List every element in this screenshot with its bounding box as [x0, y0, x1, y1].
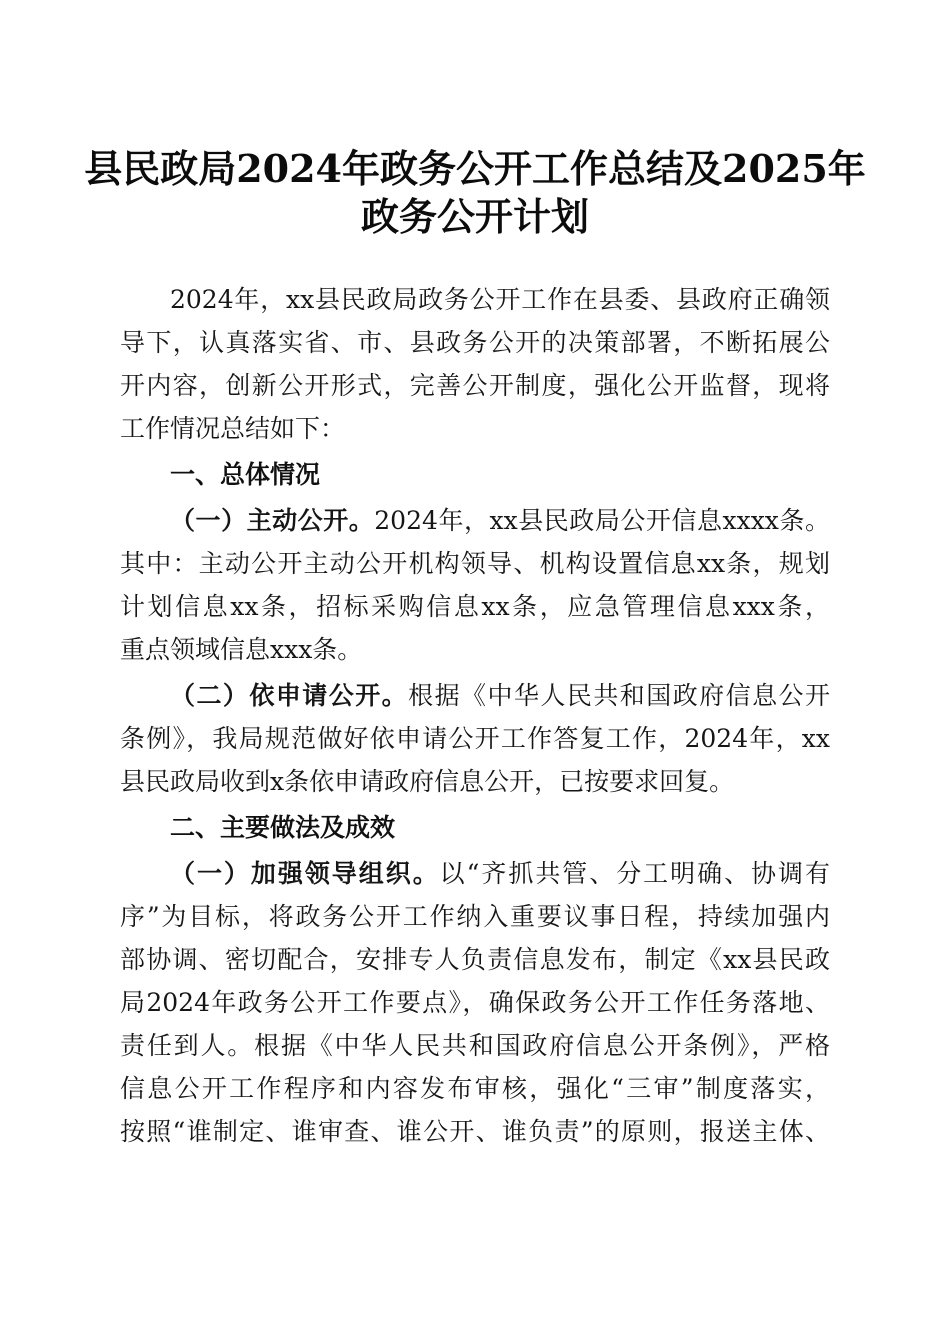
paragraph-line [170, 681, 830, 711]
paragraph-line [170, 506, 830, 536]
paragraph-line [170, 859, 830, 889]
paragraph-line: 其中：主动公开主动公开机构领导、机构设置信息xx条，规划 [120, 549, 830, 578]
paragraph-text: 根据《中华人民共和国政府信息公开 [408, 681, 830, 710]
subsection-lead: （一）主动公开。 [170, 506, 375, 535]
paragraph-line: 县民政局收到x条依申请政府信息公开，已按要求回复。 [120, 767, 735, 796]
paragraph-line: 计划信息xx条，招标采购信息xx条，应急管理信息xxx条， [120, 592, 830, 621]
paragraph-line: 信息公开工作程序和内容发布审核，强化“三审”制度落实， [120, 1074, 830, 1103]
paragraph-text: 以“齐抓共管、分工明确、协调有 [439, 859, 830, 888]
document-title-line-2: 政务公开计划 [360, 194, 589, 239]
section-heading-overall: 一、总体情况 [170, 460, 321, 489]
paragraph-line: 重点领域信息xxx条。 [120, 635, 363, 664]
subsection-lead: （一）加强领导组织。 [170, 859, 440, 888]
intro-line: 开内容，创新公开形式，完善公开制度，强化公开监督，现将 [120, 371, 830, 400]
section-heading-practices: 二、主要做法及成效 [170, 813, 396, 842]
paragraph-text: 2024年，xx县民政局公开信息xxxx条。 [374, 506, 830, 535]
paragraph-line: 按照“谁制定、谁审查、谁公开、谁负责”的原则，报送主体、 [120, 1117, 830, 1146]
paragraph-line: 局2024年政务公开工作要点》，确保政务公开工作任务落地、 [120, 988, 830, 1017]
subsection-lead: （二）依申请公开。 [170, 681, 409, 710]
paragraph-line: 序”为目标，将政务公开工作纳入重要议事日程，持续加强内 [120, 902, 830, 931]
intro-line: 工作情况总结如下： [120, 414, 346, 443]
intro-line: 导下，认真落实省、市、县政务公开的决策部署，不断拓展公 [120, 328, 830, 357]
paragraph-line: 责任到人。根据《中华人民共和国政府信息公开条例》，严格 [120, 1031, 830, 1060]
paragraph-line: 条例》，我局规范做好依申请公开工作答复工作，2024年，xx [120, 724, 830, 753]
paragraph-line: 部协调、密切配合，安排专人负责信息发布，制定《xx县民政 [120, 945, 830, 974]
intro-line: 2024年，xx县民政局政务公开工作在县委、县政府正确领 [170, 285, 830, 314]
document-title-line-1: 县民政局2024年政务公开工作总结及2025年 [84, 146, 866, 191]
